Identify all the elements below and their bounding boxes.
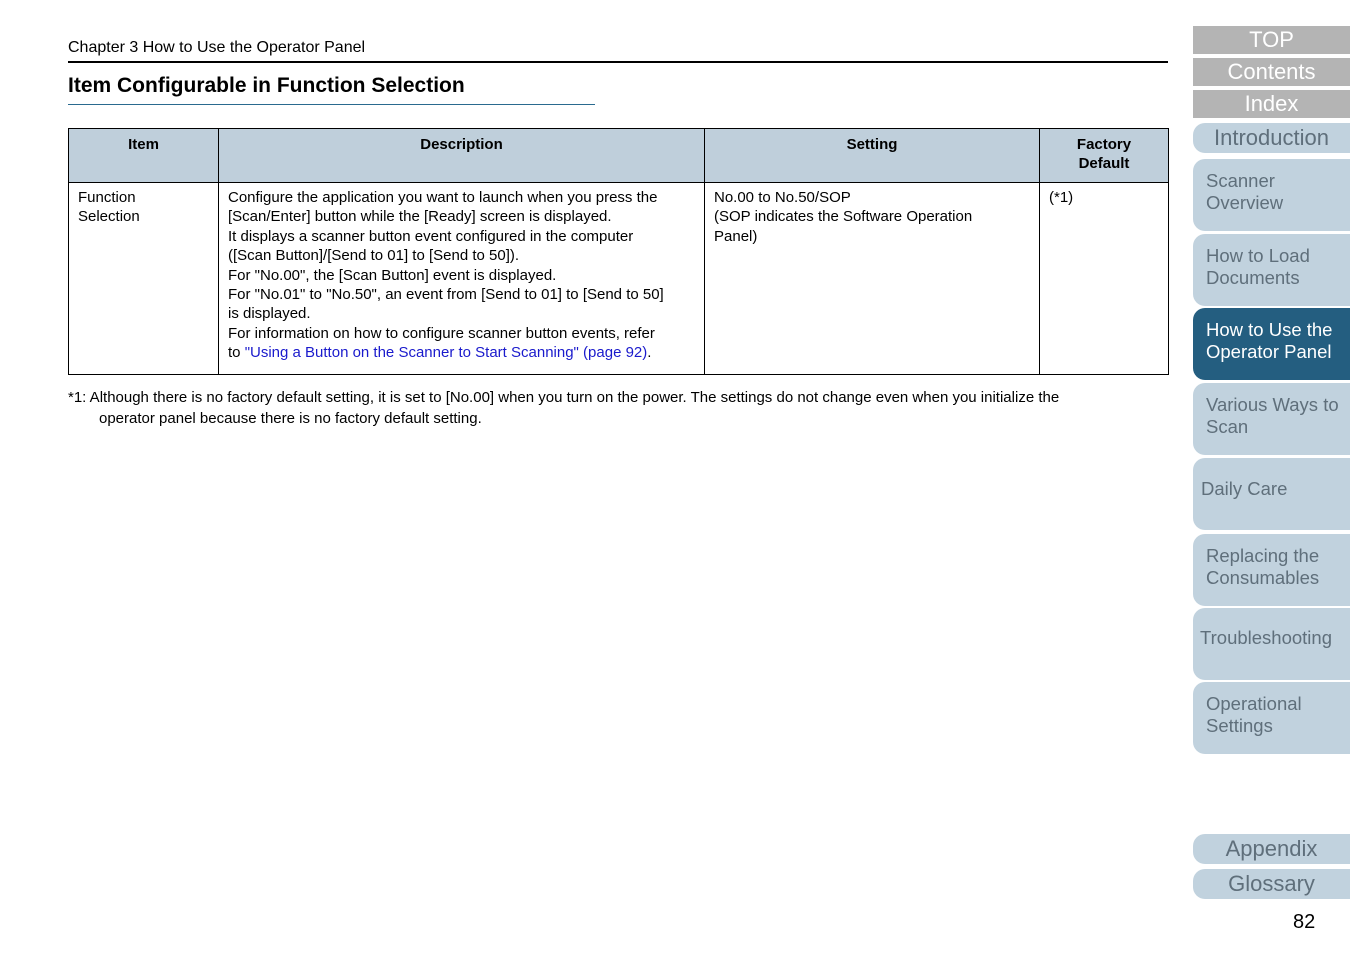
description-line: For "No.01" to "No.50", an event from [Send to 01] to [Send to 50] <box>228 286 664 304</box>
cell-factory-default: (*1) <box>1040 183 1169 375</box>
cell-item <box>69 183 219 375</box>
setting-line: No.00 to No.50/SOP <box>714 189 851 206</box>
description-line: For information on how to configure scanner button events, refer <box>228 324 655 342</box>
footnote-line: *1: Although there is no factory default setting, it is set to [No.00] when you turn on the power. The settings do not change even when you initialize the <box>68 389 1060 406</box>
description-line-with-link: to "Using a Button on the Scanner to Start Scanning" (page 92). <box>228 344 652 362</box>
section-title-underline <box>68 104 595 105</box>
nav-appendix-tab[interactable]: Appendix <box>1193 834 1350 864</box>
cell-description <box>219 183 705 375</box>
column-header-item: Item <box>69 129 219 183</box>
nav-chapter-ways-to-scan[interactable]: Various Ways to Scan <box>1193 383 1350 455</box>
setting-line: Panel) <box>714 227 758 245</box>
item-text-line: Selection <box>78 208 140 226</box>
nav-chapter-consumables[interactable]: Replacing the Consumables <box>1193 534 1350 606</box>
table-row <box>69 183 1169 375</box>
section-title: Item Configurable in Function Selection <box>68 74 465 97</box>
nav-chapter-load-documents[interactable]: How to Load Documents <box>1193 234 1350 306</box>
description-line: [Scan/Enter] button while the [Ready] screen is displayed. <box>228 208 612 226</box>
column-header-description: Description <box>219 129 705 183</box>
description-line: ([Scan Button]/[Send to 01] to [Send to 50]). <box>228 247 520 265</box>
nav-index-button[interactable]: Index <box>1193 90 1350 118</box>
description-line: It displays a scanner button event configured in the computer <box>228 227 634 245</box>
description-line: is displayed. <box>228 305 311 323</box>
nav-contents-button[interactable]: Contents <box>1193 58 1350 86</box>
nav-glossary-tab[interactable]: Glossary <box>1193 869 1350 899</box>
nav-chapter-operator-panel[interactable]: How to Use the Operator Panel <box>1193 308 1350 380</box>
nav-top-button[interactable]: TOP <box>1193 26 1350 54</box>
table-header-row <box>69 129 1169 183</box>
nav-chapter-daily-care[interactable]: Daily Care <box>1193 458 1350 530</box>
function-selection-table <box>68 128 1169 375</box>
footnote-line: operator panel because there is no factory default setting. <box>99 410 482 427</box>
nav-chapter-troubleshooting[interactable]: Troubleshooting <box>1193 608 1350 680</box>
item-text-line: Function <box>78 189 136 206</box>
nav-chapter-scanner-overview[interactable]: Scanner Overview <box>1193 159 1350 231</box>
nav-chapter-operational-settings[interactable]: Operational Settings <box>1193 682 1350 754</box>
description-line: Configure the application you want to launch when you press the <box>228 189 658 206</box>
cell-setting <box>705 183 1040 375</box>
description-line: For "No.00", the [Scan Button] event is displayed. <box>228 266 557 284</box>
column-header-factory-default: Factory Default <box>1040 129 1169 183</box>
chapter-heading: Chapter 3 How to Use the Operator Panel <box>68 39 366 56</box>
column-header-setting: Setting <box>705 129 1040 183</box>
scanner-button-page-link[interactable]: "Using a Button on the Scanner to Start Scanning" (page 92) <box>244 344 648 362</box>
chapter-divider <box>68 61 1168 63</box>
page-number: 82 <box>1293 911 1316 933</box>
nav-introduction-tab[interactable]: Introduction <box>1193 123 1350 153</box>
footnote <box>68 387 1168 429</box>
setting-line: (SOP indicates the Software Operation <box>714 208 973 226</box>
